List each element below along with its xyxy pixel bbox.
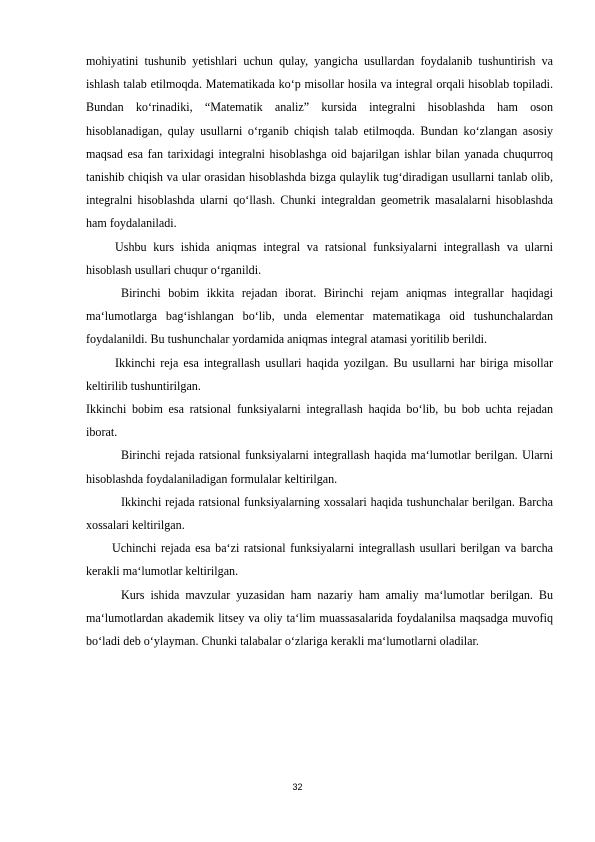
paragraph-chapter-one: Birinchi bobim ikkita rejadan iborat. Birinchi rejam aniqmas integrallar haqidagi ma‘lumotlarga bag‘ishlangan bo‘lib, unda elementar matematikaga oid tushunchalardan foydalanildi. Bu tushunchalar yordamida aniqmas integral atamasi yoritilib berildi.: [86, 286, 553, 347]
paragraph-first-plan: Birinchi rejada ratsional funksiyalarni integrallash haqida ma‘lumotlar berilgan. Ularni hisoblashda foydalaniladigan formulalar keltirilgan.: [86, 448, 553, 486]
paragraph-second-plan: Ikkinchi reja esa integrallash usullari haqida yozilgan. Bu usullarni har biriga misollar keltirilib tushuntirilgan.: [86, 355, 553, 393]
paragraph-intro: mohiyatini tushunib yetishlari uchun qulay, yangicha usullardan foydalanib tushuntirish va ishlash talab etilmoqda. Matematikada ko‘p misollar hosila va integral orqali hisoblab topiladi. Bundan ko‘rinadiki, “Matematik analiz” kursida integralni hisoblashda ham oson hisoblanadigan, qulay usullarni o‘rganib chiqish talab etilmoqda. Bundan ko‘zlangan asosiy maqsad esa fan tarixidagi integralni hisoblashga oid bajarilgan ishlar bilan yanada chuqurroq tanishib chiqish va ular orasidan hisoblashda bizga qulaylik tug‘diradigan usullarni tanlab olib, integralni hisoblashda ularni qo‘llash. Chunki integraldan geometrik masalalarni hisoblashda ham foydalaniladi.: [86, 54, 553, 231]
paragraph-course-work: Ushbu kurs ishida aniqmas integral va ratsional funksiyalarni integrallash va ularni hisoblash usullari chuqur o‘rganildi.: [86, 239, 553, 277]
page-number: 32: [292, 782, 303, 792]
paragraph-conclusion: Kurs ishida mavzular yuzasidan ham nazariy ham amaliy ma‘lumotlar berilgan. Bu ma‘lumotlardan akademik litsey va oliy ta‘lim muassasalarida foydalanilsa maqsadga muvofiq bo‘ladi deb o‘ylayman. Chunki talabalar o‘zlariga kerakli ma‘lumotlarni oladilar.: [86, 587, 553, 649]
paragraph-second-plan-properties: Ikkinchi rejada ratsional funksiyalarning xossalari haqida tushunchalar berilgan. Barcha xossalari keltirilgan.: [86, 494, 553, 533]
paragraph-chapter-two: Ikkinchi bobim esa ratsional funksiyalarni integrallash haqida bo‘lib, bu bob uchta rejadan iborat.: [86, 402, 553, 440]
document-page: [86, 50, 553, 653]
paragraph-third-plan: Uchinchi rejada esa ba‘zi ratsional funksiyalarni integrallash usullari berilgan va barcha kerakli ma‘lumotlar keltirilgan.: [86, 541, 553, 579]
